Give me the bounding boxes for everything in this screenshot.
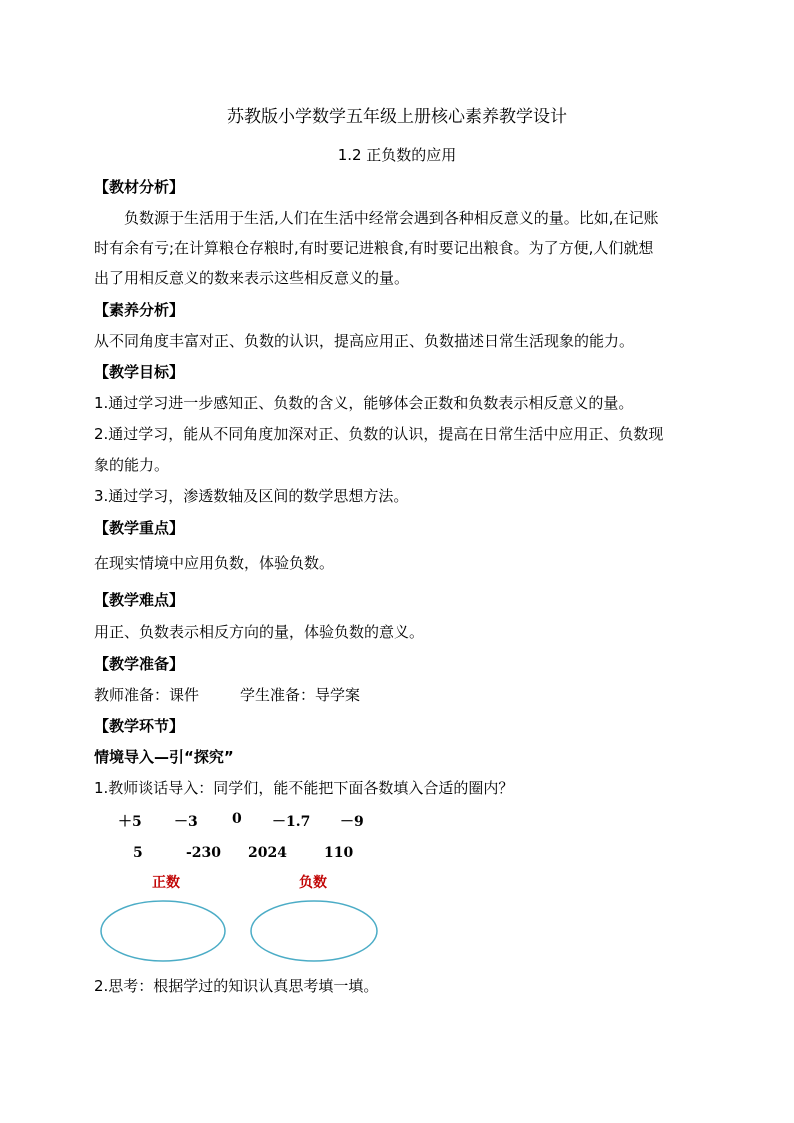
positive-ellipse[interactable] [101,901,225,961]
objective-line: 3.通过学习，渗透数轴及区间的数学思想方法。 [94,487,409,505]
page-subtitle: 1.2 正负数的应用 [337,146,457,164]
heading-preparation: 【教学准备】 [94,655,185,673]
number-item: －9 [340,814,364,830]
heading-difficulties: 【教学难点】 [94,591,185,609]
heading-key-points: 【教学重点】 [94,519,185,537]
heading-process: 【教学环节】 [94,717,185,735]
number-item: －3 [174,814,198,830]
heading-literacy-analysis: 【素养分析】 [94,301,185,319]
heading-objectives: 【教学目标】 [94,363,185,381]
sorting-circles [95,898,385,966]
objective-line: 2.通过学习，能从不同角度加深对正、负数的认识，提高在日常生活中应用正、负数现 [94,425,664,443]
number-item: ＋5 [118,814,142,830]
objective-line: 象的能力。 [94,456,170,474]
number-item: -230 [186,845,222,861]
number-item: 5 [133,845,143,861]
paragraph-line: 用正、负数表示相反方向的量，体验负数的意义。 [94,623,425,641]
negative-label: 负数 [299,875,327,891]
negative-ellipse[interactable] [251,901,377,961]
process-subheading: 情境导入—引“探究” [94,748,234,766]
paragraph-line: 在现实情境中应用负数，体验负数。 [94,554,335,572]
positive-label: 正数 [152,875,180,891]
paragraph-line: 从不同角度丰富对正、负数的认识，提高应用正、负数描述日常生活现象的能力。 [94,332,635,350]
number-item: －1.7 [272,814,311,830]
paragraph-line: 时有余有亏;在计算粮仓存粮时,有时要记进粮食,有时要记出粮食。为了方便,人们就想 [94,239,654,257]
question-1: 1.教师谈话导入：同学们，能不能把下面各数填入合适的圈内？ [94,779,514,797]
teacher-preparation: 教师准备：课件 [94,686,200,704]
objective-line: 1.通过学习进一步感知正、负数的含义，能够体会正数和负数表示相反意义的量。 [94,394,634,412]
paragraph-line: 出了用相反意义的数来表示这些相反意义的量。 [94,269,410,287]
heading-textbook-analysis: 【教材分析】 [94,178,185,196]
student-preparation: 学生准备：导学案 [240,686,361,704]
number-item: 0 [232,811,242,827]
page-title: 苏教版小学数学五年级上册核心素养教学设计 [227,107,567,127]
number-item: 110 [324,845,354,861]
number-item: 2024 [248,845,287,861]
paragraph-line: 负数源于生活用于生活,人们在生活中经常会遇到各种相反意义的量。比如,在记账 [124,209,659,227]
question-2: 2.思考：根据学过的知识认真思考填一填。 [94,977,379,995]
